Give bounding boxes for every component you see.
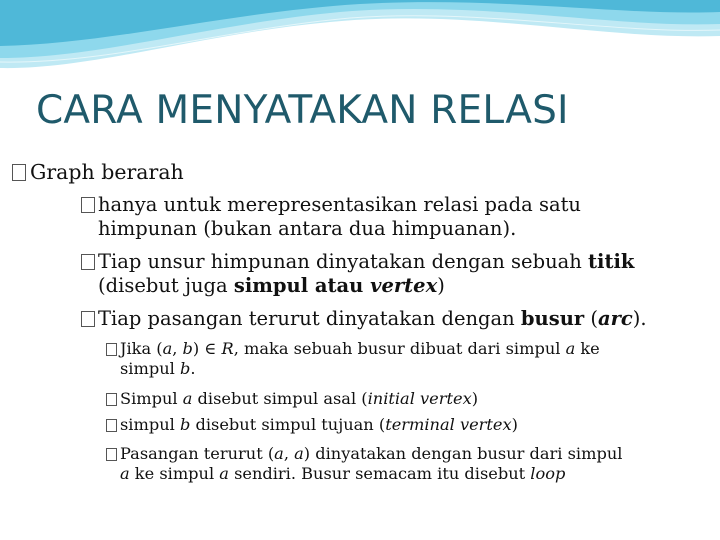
sub-bullet-loop [120, 444, 622, 484]
bullet-box-icon [81, 254, 95, 270]
text-run: disebut simpul asal ( [192, 389, 368, 408]
text-run-italic: terminal vertex [385, 415, 512, 434]
bullet-box-icon [106, 343, 117, 356]
text-run: , [172, 339, 183, 358]
bullet-box-icon [81, 311, 95, 327]
text-run: ke [575, 339, 600, 358]
text-run-italic: a [162, 339, 173, 358]
text-run: Pasangan terurut ( [120, 444, 275, 463]
text-run: ). [632, 307, 647, 330]
text-run: Tiap unsur himpunan dinyatakan dengan sebuah [98, 250, 589, 273]
text-run-italic: a [294, 444, 304, 463]
text-run: simpul [120, 415, 180, 434]
text-run-italic: b [182, 339, 193, 358]
text-run-bold: simpul atau [233, 274, 371, 297]
text-run: Tiap pasangan terurut dinyatakan dengan [98, 307, 521, 330]
bullet-busur [98, 307, 647, 331]
bullet-box-icon [106, 419, 117, 432]
bullet-line: hanya untuk merepresentasikan relasi pada satu [98, 193, 581, 216]
text-run: ( [584, 307, 598, 330]
text-run-italic: b [179, 415, 191, 434]
text-run: ) ∈ [192, 339, 222, 358]
bullet-text: Graph berarah [30, 160, 184, 184]
text-run: simpul [120, 359, 180, 378]
text-run: , maka sebuah busur dibuat dari simpul [233, 339, 566, 358]
text-run: (disebut juga [98, 274, 234, 297]
text-run: ) [471, 389, 479, 408]
text-run-italic: a [219, 464, 229, 483]
sub-bullet-simpul-asal [120, 389, 478, 409]
bullet-graph-berarah [30, 160, 184, 184]
header-wave-banner [0, 0, 720, 80]
text-run: disebut simpul tujuan ( [190, 415, 386, 434]
text-run-italic: b [179, 359, 191, 378]
text-run: , [283, 444, 295, 463]
bullet-box-icon [12, 164, 26, 181]
text-run-italic: initial vertex [367, 389, 472, 408]
sub-bullet-simpul-tujuan [120, 415, 518, 435]
text-run-italic: R [221, 339, 234, 358]
bullet-box-icon [106, 448, 117, 461]
text-run-italic: a [565, 339, 576, 358]
sub-bullet-jika [120, 339, 600, 379]
bullet-line: himpunan (bukan antara dua himpuanan). [98, 217, 517, 240]
text-run-italic: a [274, 444, 284, 463]
bullet-box-icon [106, 393, 117, 406]
text-run-italic: loop [530, 464, 566, 483]
text-run-bolditalic: vertex [370, 274, 438, 297]
page-title: CARA MENYATAKAN RELASI [36, 88, 569, 133]
text-run: ) dinyatakan dengan busur dari simpul [303, 444, 623, 463]
text-run: Jika ( [120, 339, 163, 358]
text-run: ) [437, 274, 445, 297]
bullet-titik [98, 250, 634, 298]
text-run: Simpul [120, 389, 183, 408]
text-run: ke simpul [129, 464, 220, 483]
text-run: sendiri. Busur semacam itu disebut [228, 464, 531, 483]
bullet-box-icon [81, 197, 95, 213]
text-run-bolditalic: arc [597, 307, 633, 330]
bullet-representasi [98, 193, 581, 241]
text-run-italic: a [120, 464, 130, 483]
text-run: . [190, 359, 196, 378]
text-run-bold: busur [520, 307, 585, 330]
text-run-bold: titik [588, 250, 635, 273]
text-run-italic: a [182, 389, 193, 408]
text-run: ) [511, 415, 518, 434]
